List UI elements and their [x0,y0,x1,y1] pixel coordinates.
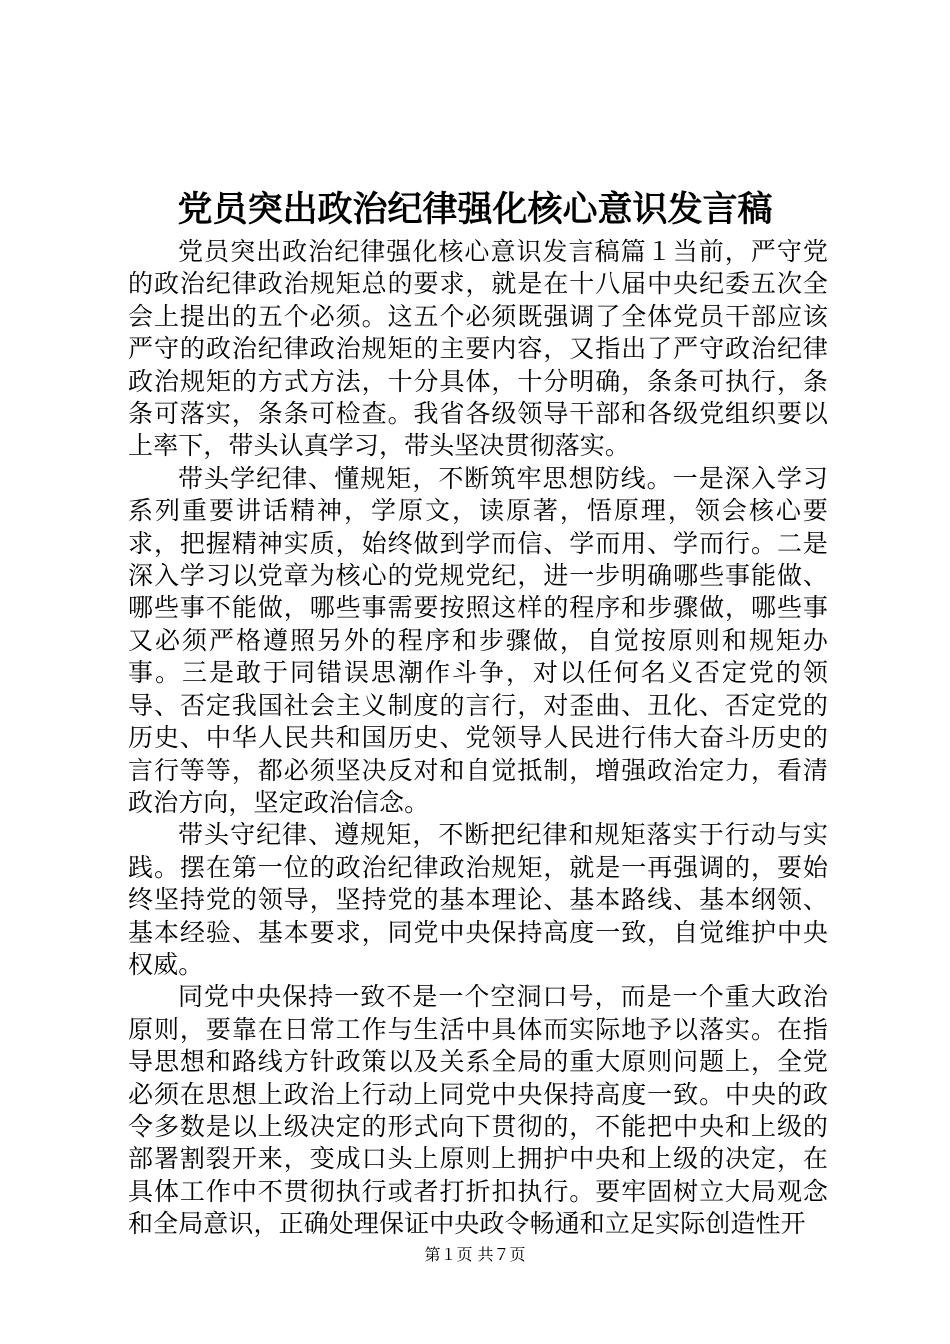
document-title: 党员突出政治纪律强化核心意识发言稿 [177,189,773,230]
document-body [128,236,828,1241]
page-number-footer: 第１页 共７页 [424,1245,526,1264]
paragraph-3: 带头守纪律、遵规矩，不断把纪律和规矩落实于行动与实践。摆在第一位的政治纪律政治规矩，就是一再强调的，要始终坚持党的领导，坚持党的基本理论、基本路线、基本纲领、基本经验、基本要求，同党中央保持高度一致，自觉维护中央权威。 [128,820,828,979]
paragraph-4: 同党中央保持一致不是一个空洞口号，而是一个重大政治原则，要靠在日常工作与生活中具体而实际地予以落实。在指导思想和路线方针政策以及关系全局的重大原则问题上，全党必须在思想上政治上行动上同党中央保持高度一致。中央的政令多数是以上级决定的形式向下贯彻的，不能把中央和上级的部署割裂开来，变成口头上原则上拥护中央和上级的决定，在具体工作中不贯彻执行或者打折扣执行。要牢固树立大局观念和全局意识，正确处理保证中央政令畅通和立足实际创造性开 [128,982,828,1239]
paragraph-2: 带头学纪律、懂规矩，不断筑牢思想防线。一是深入学习系列重要讲话精神，学原文，读原著，悟原理，领会核心要求，把握精神实质，始终做到学而信、学而用、学而行。二是深入学习以党章为核心的党规党纪，进一步明确哪些事能做、哪些事不能做，哪些事需要按照这样的程序和步骤做，哪些事又必须严格遵照另外的程序和步骤做，自觉按原则和规矩办事。三是敢于同错误思潮作斗争，对以任何名义否定党的领导、否定我国社会主义制度的言行，对歪曲、丑化、否定党的历史、中华人民共和国历史、党领导人民进行伟大奋斗历史的言行等等，都必须坚决反对和自觉抵制，增强政治定力，看清政治方向，坚定政治信念。 [128,463,828,817]
paragraph-1: 党员突出政治纪律强化核心意识发言稿篇１当前，严守党的政治纪律政治规矩总的要求，就是在十八届中央纪委五次全会上提出的五个必须。这五个必须既强调了全体党员干部应该严守的政治纪律政治规矩的主要内容，又指出了严守政治纪律政治规矩的方式方法，十分具体，十分明确，条条可执行，条条可落实，条条可检查。我省各级领导干部和各级党组织要以上率下，带头认真学习，带头坚决贯彻落实。 [128,237,828,461]
